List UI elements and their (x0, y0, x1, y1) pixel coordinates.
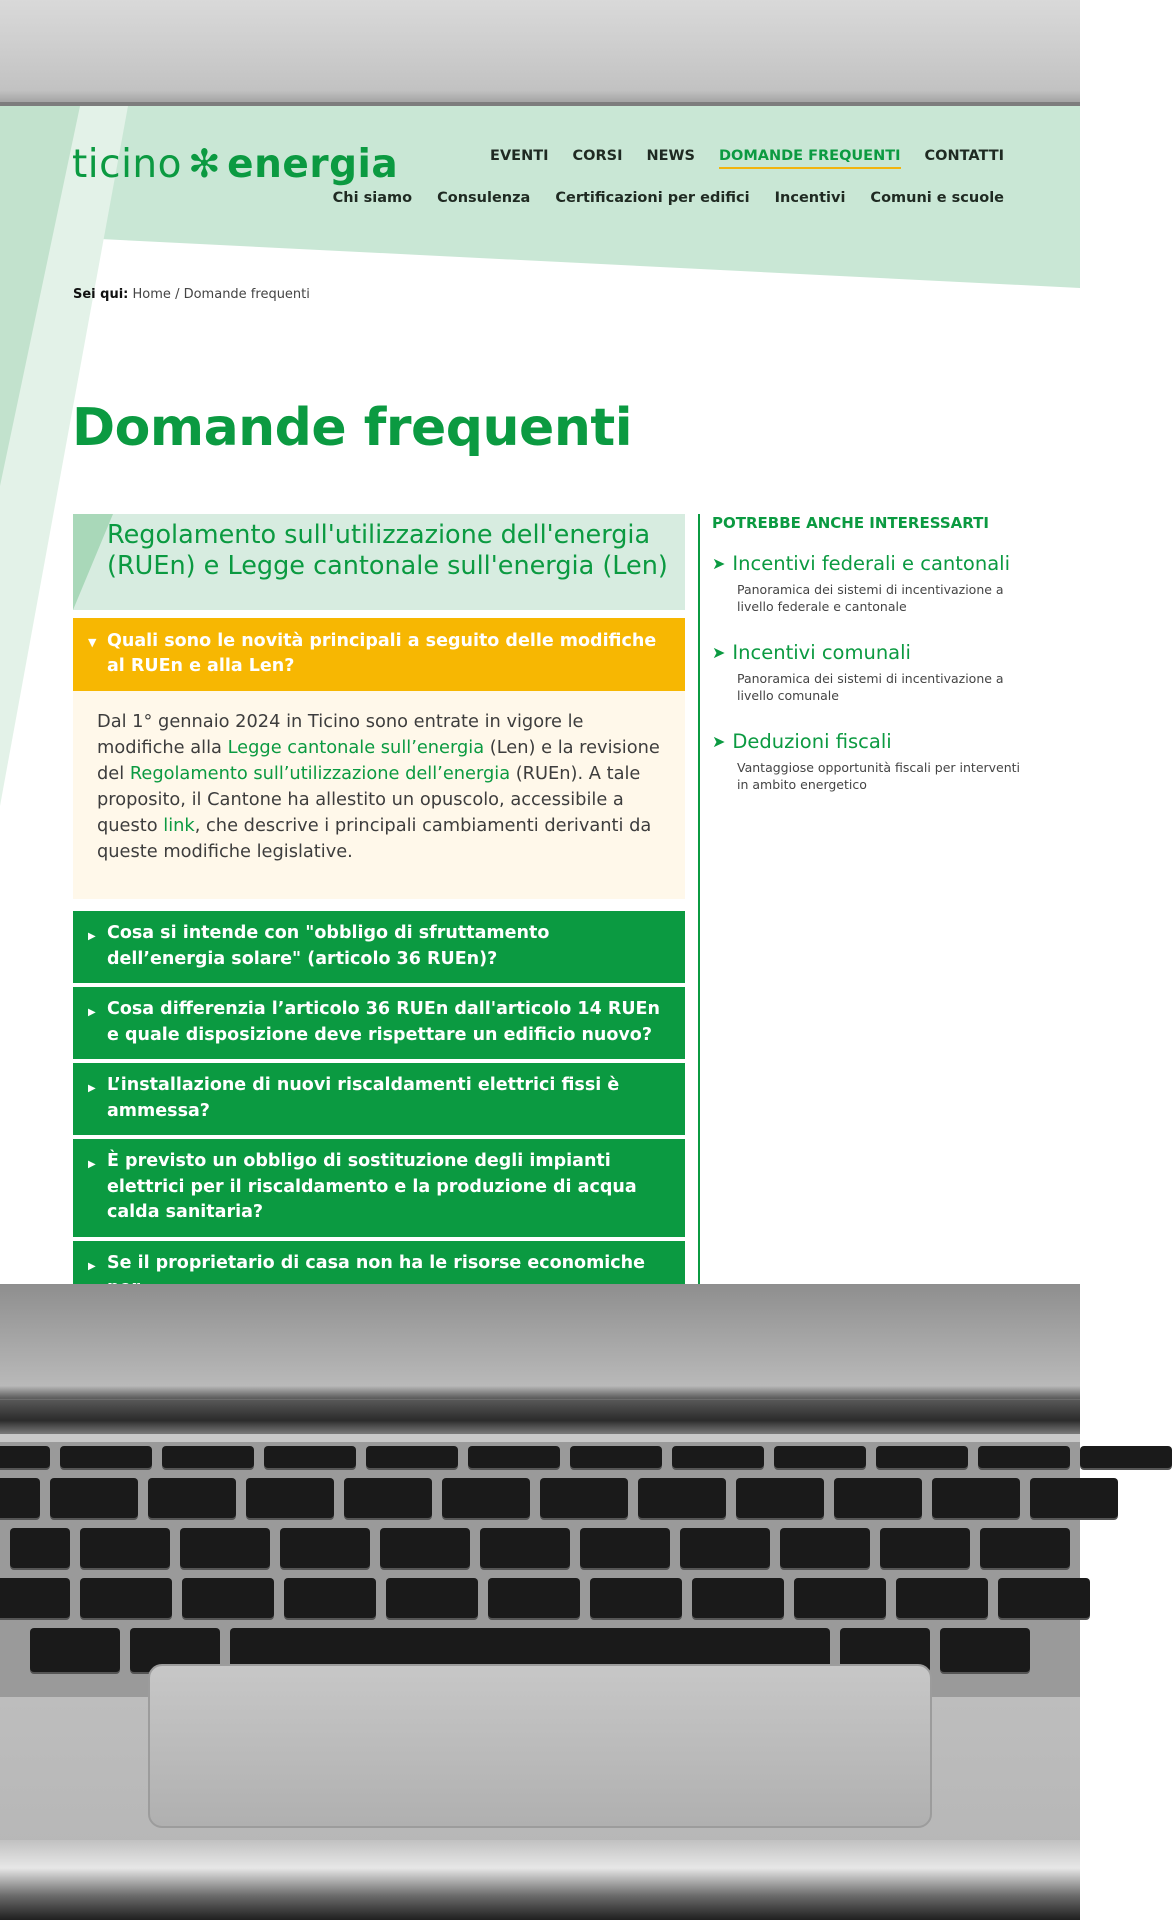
sidebar-item-title: Deduzioni fiscali (732, 730, 892, 753)
caret-right-icon: ▶ (88, 1260, 96, 1272)
sidebar-item-incentivi-comunali[interactable] (712, 641, 1022, 704)
pointer-cursor-icon: ➤ (712, 643, 726, 662)
nav-domande-frequenti[interactable]: DOMANDE FREQUENTI (719, 148, 901, 169)
faq-question-text: Se il proprietario di casa non ha le risorse economiche (107, 1252, 646, 1273)
faq-question-2[interactable] (73, 987, 685, 1059)
keyboard (0, 1442, 1080, 1697)
nav-corsi[interactable]: CORSI (572, 148, 623, 164)
faq-question-open-text: Quali sono le novità principali a seguito delle modifiche al RUEn e alla Len? (107, 631, 657, 676)
faq-question-text: Cosa si intende con "obbligo di sfruttamento dell’energia solare" (articolo 36 RUEn)? (107, 923, 550, 969)
faq-question-open[interactable] (73, 618, 685, 691)
sidebar-item-desc: Panoramica dei sistemi di incentivazione a livello comunale (737, 671, 1004, 703)
breadcrumb-home-link[interactable]: Home (132, 287, 171, 302)
page-title: Domande frequenti (72, 398, 633, 458)
faq-question-text: L’installazione di nuovi riscaldamenti elettrici fissi è ammessa? (107, 1075, 620, 1121)
laptop-keyboard-area (0, 1284, 1080, 1920)
pointer-cursor-icon: ➤ (712, 554, 726, 573)
nav-chi-siamo[interactable]: Chi siamo (332, 190, 413, 206)
nav-comuni-scuole[interactable]: Comuni e scuole (870, 190, 1004, 206)
answer-text-3: (RUEn). A tale proposito, il Cantone ha allestito un opuscolo, accessibile a questo (97, 763, 641, 836)
answer-text-4: , che descrive i principali cambiamenti derivanti da queste modifiche legislative. (97, 815, 652, 862)
sidebar-item-desc: Vantaggiose opportunità fiscali per interventi in ambito energetico (737, 760, 1021, 792)
link-opuscolo[interactable]: link (163, 815, 195, 836)
laptop-hinge (0, 1400, 1080, 1434)
faq-question-4[interactable] (73, 1139, 685, 1237)
top-navigation (490, 148, 1004, 169)
answer-text-1: Dal 1° gennaio 2024 in Ticino sono entrate in vigore le modifiche alla (97, 711, 584, 758)
sidebar-item-title: Incentivi comunali (732, 641, 911, 664)
faq-question-text: È previsto un obbligo di sostituzione degli impianti elettrici per il riscaldamento e la produzione di acqua calda sanitaria? (107, 1151, 637, 1222)
faq-section-title-text: Regolamento sull'utilizzazione dell'energia (RUEn) e Legge cantonale sull'energia (Len) (107, 520, 668, 581)
link-legge-cantonale[interactable]: Legge cantonale sull’energia (227, 737, 485, 758)
breadcrumb (73, 287, 310, 302)
sidebar-item-desc: Panoramica dei sistemi di incentivazione a livello federale e cantonale (737, 582, 1004, 614)
nav-incentivi[interactable]: Incentivi (774, 190, 846, 206)
ticino-energia-logo[interactable] (72, 142, 398, 187)
faq-answer (73, 691, 685, 899)
sidebar-divider (698, 514, 700, 1284)
related-sidebar (712, 514, 1022, 819)
caret-right-icon: ▶ (88, 1159, 96, 1170)
faq-section-title (73, 514, 685, 610)
nav-eventi[interactable]: EVENTI (490, 148, 549, 164)
breadcrumb-prefix: Sei qui: (73, 287, 129, 302)
sub-navigation (333, 190, 1004, 206)
nav-consulenza[interactable]: Consulenza (437, 190, 531, 206)
breadcrumb-separator: / (175, 287, 180, 302)
nav-contatti[interactable]: CONTATTI (924, 148, 1004, 164)
faq-section (73, 514, 685, 1313)
sidebar-item-deduzioni-fiscali[interactable] (712, 730, 1022, 793)
logo-text-left: ticino (72, 142, 182, 187)
laptop-front-edge (0, 1840, 1080, 1920)
answer-text-2: (Len) e la revisione del (97, 737, 660, 784)
trackpad (148, 1664, 932, 1828)
caret-down-icon: ▼ (88, 636, 97, 649)
faq-question-text: Cosa differenzia l’articolo 36 RUEn dall'articolo 14 RUEn e quale disposizione deve rispettare un edificio nuovo? (107, 999, 660, 1045)
logo-text-right: energia (227, 142, 399, 187)
pointer-cursor-icon: ➤ (712, 732, 726, 751)
laptop-lid-top (0, 0, 1080, 106)
sidebar-item-title: Incentivi federali e cantonali (732, 552, 1010, 575)
breadcrumb-current: Domande frequenti (183, 287, 310, 302)
faq-question-1[interactable] (73, 911, 685, 983)
logo-star-icon: ✻ (187, 142, 222, 187)
browser-screen (0, 106, 1080, 1284)
caret-right-icon: ▶ (88, 1007, 96, 1018)
faq-question-3[interactable] (73, 1063, 685, 1135)
caret-right-icon: ▶ (88, 931, 96, 942)
nav-news[interactable]: NEWS (646, 148, 695, 164)
sidebar-heading: POTREBBE ANCHE INTERESSARTI (712, 514, 989, 532)
nav-certificazioni[interactable]: Certificazioni per edifici (555, 190, 750, 206)
caret-right-icon: ▶ (88, 1083, 96, 1094)
link-regolamento[interactable]: Regolamento sull’utilizzazione dell’energia (129, 763, 511, 784)
sidebar-item-incentivi-federali[interactable] (712, 552, 1022, 615)
